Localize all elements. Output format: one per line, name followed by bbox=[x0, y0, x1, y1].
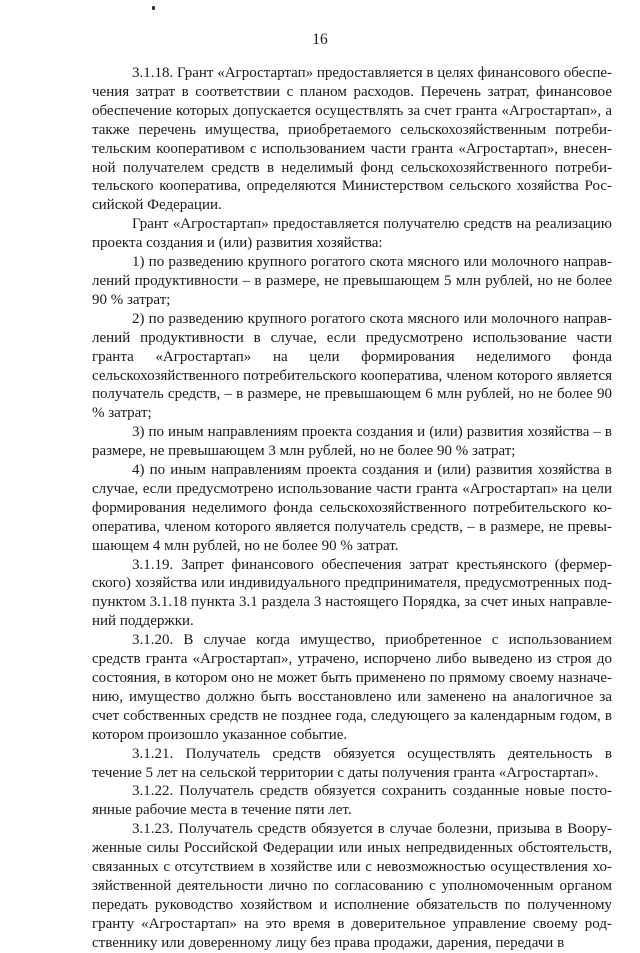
paragraph-3-1-23: 3.1.23. Получатель средств обязуется в случае болезни, призыва в Вооруженные силы Российской Федерации или иных непредвиденных обстоятельств, связанных с отсутствием в хозяйстве или с невозможностью осуществления хозяйственной деятельности лично по согласованию с уполномоченным органом передать руководство хозяйством и исполнение обязательств по полученному гранту «Агростартап» на это время в доверительное управление своему родственнику или доверенному лицу без права продажи, дарения, передачи в bbox=[92, 821, 612, 951]
list-item-1: 1) по разведению крупного рогатого скота мясного или молочного направлений продуктивности – в размере, не превышающем 5 млн рублей, но не более 90 % затрат; bbox=[92, 254, 612, 308]
paragraph-3-1-19: 3.1.19. Запрет финансового обеспечения затрат крестьянского (фермерского) хозяйства или индивидуального предпринимателя, предусмотренных подпунктом 3.1.18 пункта 3.1 раздела 3 настоящего Порядка, за счет иных направлений поддержки. bbox=[92, 556, 612, 630]
paragraph-3-1-21: 3.1.21. Получатель средств обязуется осуществлять деятельность в течение 5 лет на сельской территории с даты получения гранта «Агростартап». bbox=[92, 745, 612, 781]
paragraph-3-1-18: 3.1.18. Грант «Агростартап» предоставляется в целях финансового обеспечения затрат в соответствии с планом расходов. Перечень затрат, финансовое обеспечение которых допускается осуществлять за счет гранта «Агростартап», а также перечень имущества, приобретаемого сельскохозяйственным потребительским кооперативом с использованием части гранта «Агростартап», внесенной получателем средств в неделимый фонд сельскохозяйственного потребительского кооператива, определяются Министерством сельского хозяйства Российской Федерации. bbox=[92, 65, 613, 214]
list-item-4: 4) по иным направлениям проекта создания и (или) развития хозяйства в случае, если предусмотрено использование части гранта «Агростартап» на цели формирования неделимого фонда сельскохозяйственного потребительского кооператива, членом которого является получатель средств, – в размере, не превышающем 4 млн рублей, но не более 90 % затрат. bbox=[92, 462, 612, 554]
paragraph-grant-intro: Грант «Агростартап» предоставляется получателю средств на реализацию проекта создания и (или) развития хозяйства: bbox=[92, 216, 612, 252]
paragraph-3-1-20: 3.1.20. В случае когда имущество, приобретенное с использованием средств гранта «Агростартап», утрачено, испорчено либо выведено из строя до состояния, в котором оно не может быть применено по прямому своему назначению, имущество должно быть восстановлено или заменено на аналогичное за счет собственных средств не позднее года, следующего за календарным годом, в котором произошло указанное событие. bbox=[92, 632, 612, 743]
document-body bbox=[92, 64, 612, 953]
scan-speck bbox=[152, 6, 155, 10]
paragraph-3-1-22: 3.1.22. Получатель средств обязуется сохранить созданные новые постоянные рабочие места в течение пяти лет. bbox=[92, 783, 612, 819]
page-number: 16 bbox=[312, 31, 328, 48]
list-item-3: 3) по иным направлениям проекта создания и (или) развития хозяйства – в размере, не превышающем 3 млн рублей, но не более 90 % затрат; bbox=[92, 424, 612, 460]
list-item-2: 2) по разведению крупного рогатого скота мясного или молочного направлений продуктивности в случае, если предусмотрено использование части гранта «Агростартап» на цели формирования неделимого фонда сельскохозяйственного потребительского кооператива, членом которого является получатель средств, – в размере, не превышающем 6 млн рублей, но не более 90 % затрат; bbox=[92, 310, 612, 422]
